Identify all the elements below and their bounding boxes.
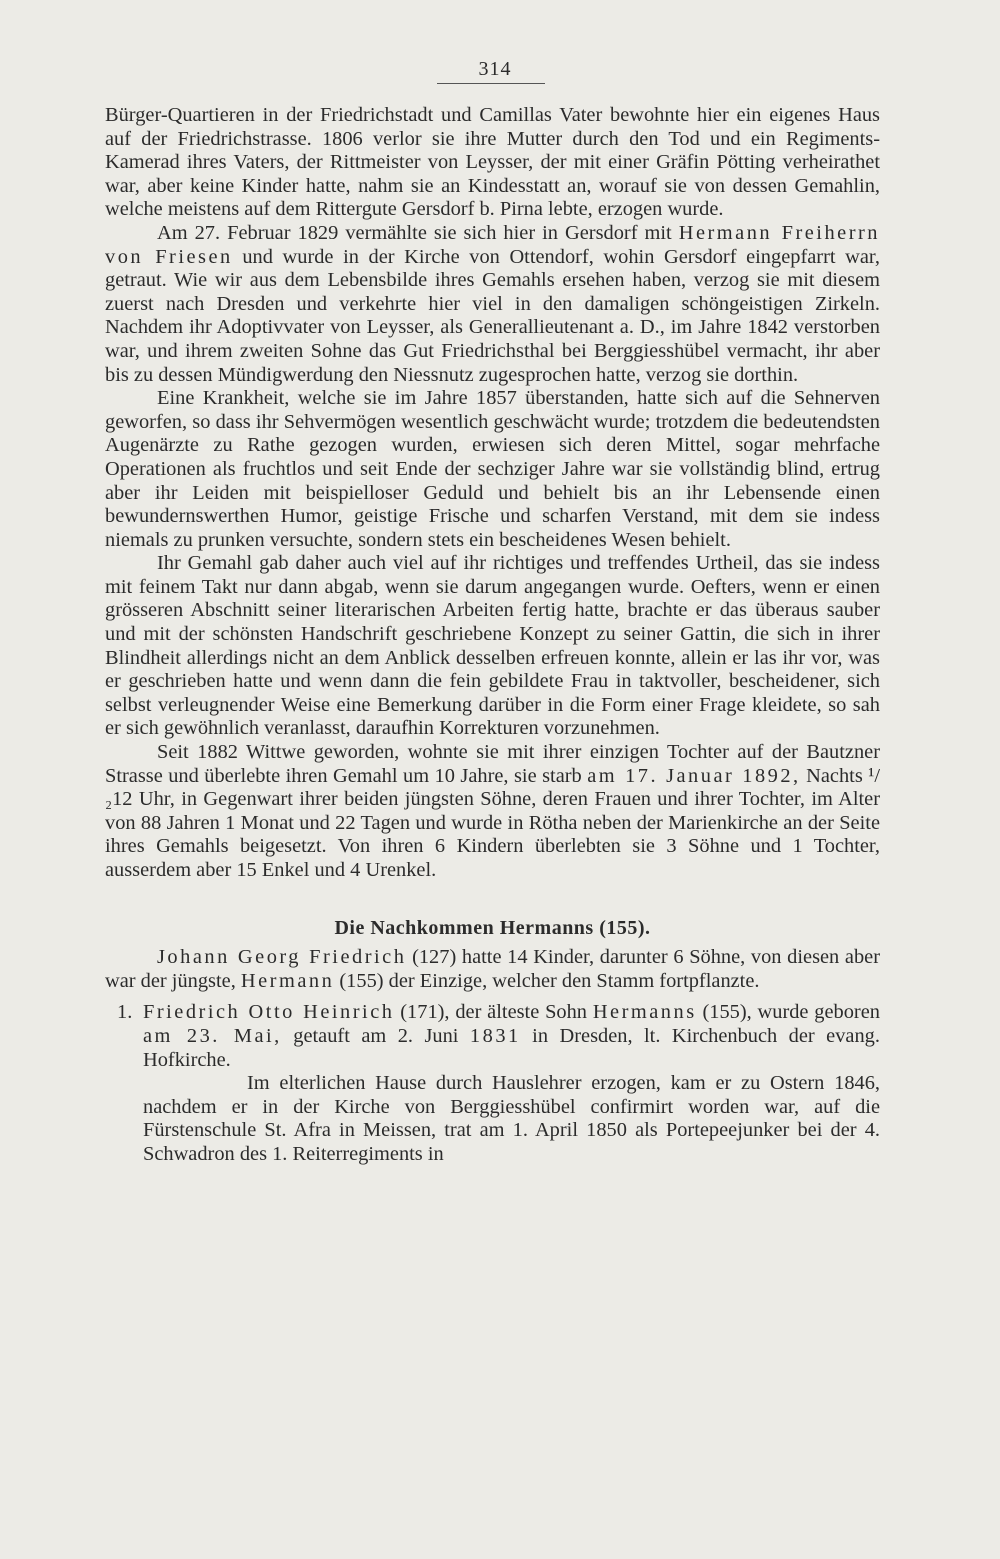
paragraph-text: und wurde in der Kirche von Ottendorf, wohin Gersdorf eingepfarrt war, getraut. Wie wir aus dem Lebensbilde ihres Gemahls ersehen haben, verzog sie mit diesem zuerst nach Dresden und verkehrte hier viel in den damaligen schöngeistigen Zirkeln. Nachdem ihr Adoptivvater von Leysser, als Generallieutenant a. D., im Jahre 1842 verstorben war, und ihrem zweiten Sohne das Gut Friedrichsthal bei Berggiesshübel vermacht, ihr aber bis zu dessen Mündigwerdung den Niessnutz zugesprochen hatte, verzog sie dorthin.	[105, 245, 880, 386]
person-name: Johann Georg Friedrich	[157, 946, 407, 969]
paragraph: Bürger-Quartieren in der Friedrichstadt und Camillas Vater bewohnte hier ein eigenes Haus auf der Friedrichstrasse. 1806 verlor sie ihre Mutter durch den Tod und ein Regiments-Kamerad ihres Vaters, der Rittmeister von Leysser, der mit einer Gräfin Pötting verheirathet war, aber keine Kinder hatte, nahm sie an Kindesstatt an, worauf sie von dessen Gemahlin, welche meistens auf dem Rittergute Gersdorf b. Pirna lebte, erzogen wurde.	[105, 104, 880, 221]
paragraph-text: Im elterlichen Hause durch Hauslehrer erzogen, kam er zu Ostern 1846, nachdem er in der Kirche von Berggiesshübel confirmirt worden war, auf die Fürstenschule St. Afra in Meissen, trat am 1. April 1850 als Portepeejunker bei der 4. Schwadron des 1. Reiterregiments in	[143, 1072, 880, 1165]
paragraph-text: (155) der Einzige, welcher den Stamm fortpflanzte.	[339, 969, 760, 992]
section-intro	[105, 946, 880, 993]
section-heading: Die Nachkommen Hermanns (155).	[334, 916, 651, 939]
paragraph-text: (171), der älteste Sohn	[400, 1001, 588, 1024]
paragraph: Eine Krankheit, welche sie im Jahre 1857 überstanden, hatte sich auf die Sehnerven geworfen, so dass ihr Sehvermögen wesentlich geschwächt wurde; trotzdem die bedeutendsten Augenärzte zu Rathe gezogen wurden, erwiesen sich deren Mittel, sogar mehrfache Operationen als fruchtlos und seit Ende der sechziger Jahre war sie vollständig blind, ertrug aber ihr Leiden mit beispielloser Geduld und behielt bis an ihr Lebensende einen bewundernswerthen Humor, geistige Frische und scharfen Verstand, mit dem sie indess niemals zu prunken versuchte, sondern stets ein bescheidenes Wesen behielt.	[105, 387, 880, 551]
person-name: Hermann Freiherrn von Friesen	[105, 221, 880, 268]
list-item	[105, 1001, 880, 1072]
page-number-rule	[437, 83, 545, 84]
page-number: 314	[478, 58, 512, 80]
paragraph	[105, 741, 880, 883]
person-name: Hermann	[240, 969, 335, 992]
paragraph-text: Am 27. Februar 1829 vermählte sie sich hier in Gersdorf mit	[157, 221, 672, 244]
paragraph-text: getauft am 2. Juni	[293, 1024, 459, 1047]
body-text	[105, 104, 880, 1167]
birth-year: 1831	[469, 1024, 521, 1047]
paragraph-text: Seit 1882 Wittwe geworden, wohnte sie mit ihrer einzigen Tochter auf der Bautzner Strasse und überlebte ihren Gemahl um 10 Jahre, sie starb	[105, 741, 880, 787]
person-name: Friedrich Otto Heinrich	[143, 1001, 395, 1024]
paragraph-text: (155), wurde geboren	[702, 1001, 880, 1024]
list-item-continuation	[105, 1072, 880, 1166]
paragraph	[105, 222, 880, 387]
paragraph-text: (127) hatte 14 Kinder, darunter 6 Söhne, von diesen aber war der jüngste,	[105, 946, 880, 992]
list-item-body	[105, 1001, 880, 1072]
death-date: am 17. Januar 1892,	[587, 764, 801, 787]
paragraph: Ihr Gemahl gab daher auch viel auf ihr richtiges und treffendes Urtheil, das sie indess mit feinem Takt nur dann abgab, wenn sie darum angegangen wurde. Oefters, wenn er einen grösseren Abschnitt seiner literarischen Arbeiten fertig hatte, brachte er das überaus sauber und mit der schönsten Handschrift geschriebene Konzept zu seiner Gattin, die sich in ihrer Blindheit allerdings nicht an dem Anblick desselben erfreuen konnte, allein er las ihr vor, was er geschrieben hatte und wenn dann die fein gebildete Frau in taktvoller, bescheidener, sich selbst verleugnender Weise eine Bemerkung darüber in die Form einer Frage kleidete, so sah er sich gewöhnlich veranlasst, daraufhin Korrekturen vorzunehmen.	[105, 552, 880, 740]
birth-date: am 23. Mai,	[143, 1024, 282, 1047]
list-item-number: 1.	[117, 1001, 133, 1024]
paragraph-text: in Dresden, lt. Kirchenbuch der evang. Hofkirche.	[143, 1024, 880, 1071]
paragraph-text: Nachts ¹/₂12 Uhr, in Gegenwart ihrer beiden jüngsten Söhne, deren Frauen und ihrer Tochter, im Alter von 88 Jahren 1 Monat und 22 Tagen und wurde in Rötha neben der Marienkirche an der Seite ihres Gemahls beigesetzt. Von ihren 6 Kindern überlebten sie 3 Söhne und 1 Tochter, ausserdem aber 15 Enkel und 4 Urenkel.	[105, 764, 881, 881]
person-name: Hermanns	[592, 1001, 697, 1024]
